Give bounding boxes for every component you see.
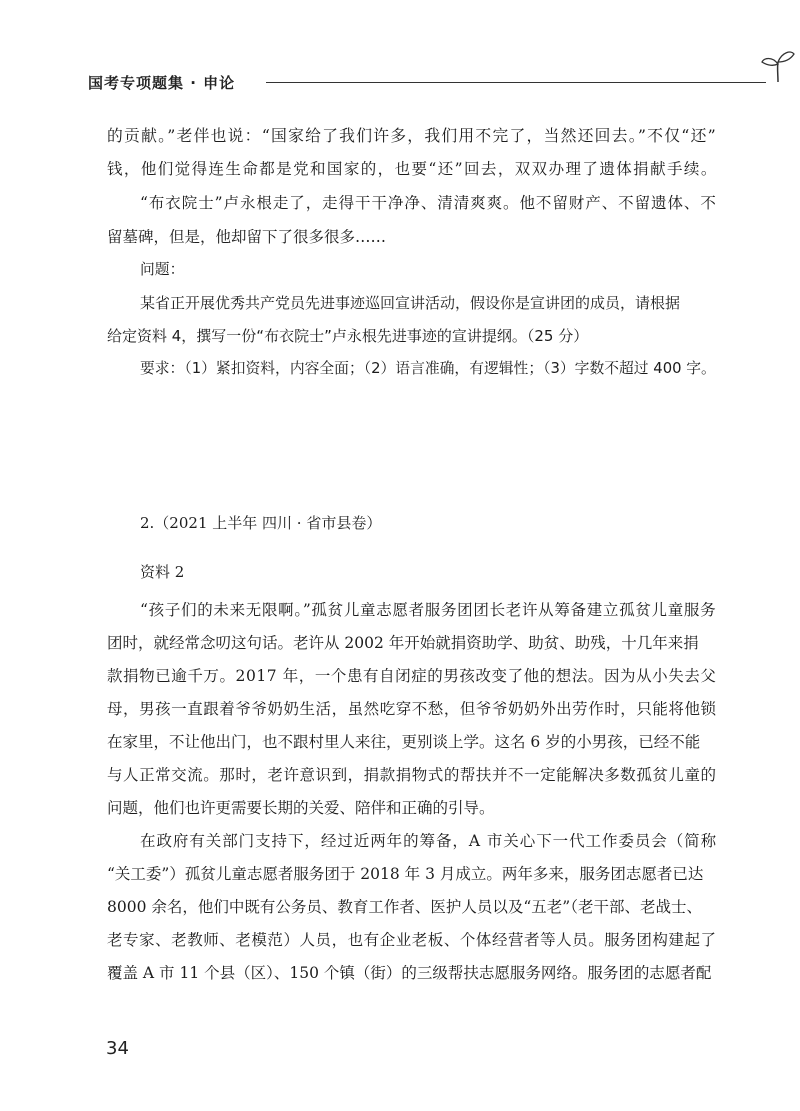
header-title: 国考专项题集 · 申论 xyxy=(88,74,236,92)
body-line: 老专家、老教师、老模范）人员，也有企业老板、个体经营者等人员。服务团构建起了 xyxy=(107,931,717,949)
question-text: 给定资料 4，撰写一份“布衣院士”卢永根先进事迹的宣讲提纲。（25 分） xyxy=(107,327,589,345)
body-line: 钱，他们觉得连生命都是党和国家的，也要“还”回去，双双办理了遗体捐献手续。 xyxy=(107,160,718,178)
body-line: 覆盖 A 市 11 个县（区）、150 个镇（街）的三级帮扶志愿服务网络。服务团的志愿者配 xyxy=(107,964,712,982)
header-rule xyxy=(266,82,766,83)
body-line: 的贡献。”老伴也说：“国家给了我们许多，我们用不完了，当然还回去。”不仅“还” xyxy=(107,126,717,145)
body-line: “孩子们的未来无限啊。”孤贫儿童志愿者服务团团长老许从筹备建立孤贫儿童服务 xyxy=(140,601,717,619)
running-header xyxy=(88,60,728,100)
body-line: 款捐物已逾千万。2017 年，一个患有自闭症的男孩改变了他的想法。因为从小失去父 xyxy=(107,667,717,685)
body-line: 问题，他们也许更需要长期的关爱、陪伴和正确的引导。 xyxy=(107,799,495,817)
body-line: “布衣院士”卢永根走了，走得干干净净、清清爽爽。他不留财产、不留遗体、不 xyxy=(140,194,717,212)
body-line: 在家里，不让他出门，也不跟村里人来往，更别谈上学。这名 6 岁的小男孩，已经不能 xyxy=(107,733,701,751)
body-line: 团时，就经常念叨这句话。老许从 2002 年开始就捐资助学、助贫、助残，十几年来捐 xyxy=(107,634,699,652)
page-number: 34 xyxy=(106,1038,129,1059)
body-line: 在政府有关部门支持下，经过近两年的筹备，A 市关心下一代工作委员会（简称 xyxy=(140,832,718,850)
question-text: 某省正开展优秀共产党员先进事迹巡回宣讲活动，假设你是宣讲团的成员，请根据 xyxy=(140,294,681,312)
body-line: 母，男孩一直跟着爷爷奶奶生活，虽然吃穿不愁，但爷爷奶奶外出劳作时，只能将他锁 xyxy=(107,700,717,718)
question-requirements: 要求：（1）紧扣资料，内容全面；（2）语言准确，有逻辑性；（3）字数不超过 400 字。 xyxy=(140,360,716,377)
sprout-icon xyxy=(758,46,798,86)
question-heading: 问题： xyxy=(140,261,185,278)
body-line: 8000 余名，他们中既有公务员、教育工作者、医护人员以及“五老”（老干部、老战士、 xyxy=(107,898,702,916)
question-number: 2.（2021 上半年 四川 · 省市县卷） xyxy=(140,514,382,532)
body-line: “关工委”）孤贫儿童志愿者服务团于 2018 年 3 月成立。两年多来，服务团志愿者已达 xyxy=(107,865,704,883)
body-line: 与人正常交流。那时，老许意识到，捐款捐物式的帮扶并不一定能解决多数孤贫儿童的 xyxy=(107,766,717,784)
material-label: 资料 2 xyxy=(140,563,185,581)
body-line: 留墓碑，但是，他却留下了很多很多…… xyxy=(107,228,387,246)
